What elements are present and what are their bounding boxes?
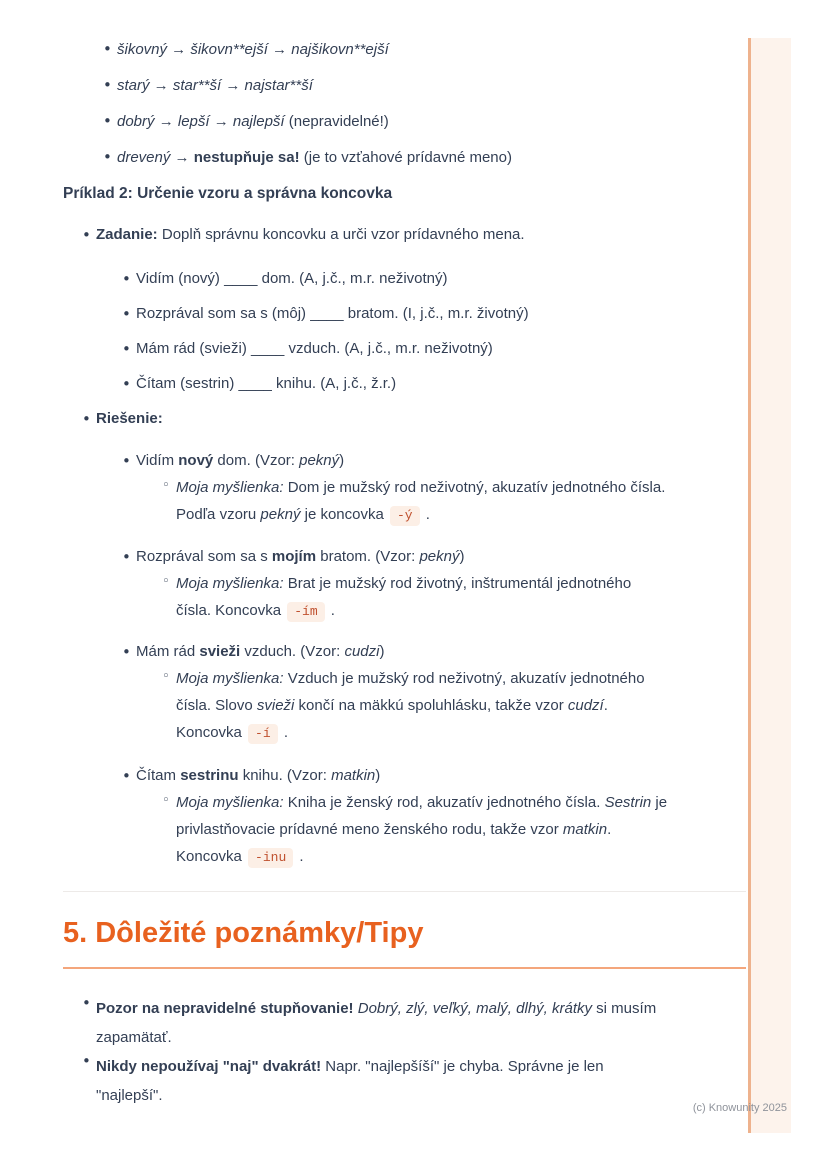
section5-title-underline [63, 967, 746, 969]
tip-text: si musím [592, 1000, 657, 1017]
solution-sentence [63, 642, 746, 662]
sentence-mid: bratom. (Vzor: [316, 548, 420, 565]
note-text: Dom je mužský rod neživotný, akuzatív jednotného čísla. [283, 479, 666, 496]
answer-word: nový [178, 452, 214, 469]
assignment-item [63, 225, 746, 245]
note-line [176, 816, 746, 843]
note-line [176, 570, 746, 597]
tip-item [63, 994, 746, 1052]
section-divider [63, 891, 746, 892]
note-text: Podľa vzoru [176, 506, 261, 523]
tip-text: zapamätať. [96, 1029, 172, 1046]
note-text: . [326, 602, 335, 619]
ending-code-badge: -inu [248, 848, 293, 868]
note-text: Koncovka [176, 848, 247, 865]
sentence-post: ) [375, 767, 381, 784]
note-text: Vzduch je mužský rod neživotný, akuzatív jednotného [283, 670, 645, 687]
list-item [63, 148, 746, 167]
tips-list [63, 994, 746, 1110]
answer-word: sestrinu [180, 767, 239, 784]
note-line [176, 597, 746, 625]
sentence-mid: knihu. (Vzor: [238, 767, 332, 784]
note-label: Moja myšlienka: [176, 670, 284, 687]
solution-sentence [63, 547, 746, 567]
tip-word-list: Dobrý, zlý, veľký, malý, dlhý, krátky [353, 1000, 593, 1017]
note-label: Moja myšlienka: [176, 794, 284, 811]
example-note: (je to vzťahové prídavné meno) [299, 149, 512, 166]
tip-text: "najlepší". [96, 1087, 163, 1104]
sentence-pre: Vidím [136, 452, 179, 469]
pattern-word: pekný [260, 506, 301, 523]
example-word: drevený [117, 149, 171, 166]
tip-emphasis: Pozor na nepravidelné stupňovanie! [96, 1000, 354, 1017]
arrow-glyph: → [170, 149, 194, 166]
solution-note [63, 474, 746, 529]
word-italic: Sestrin [604, 794, 652, 811]
task-item [63, 269, 746, 289]
note-line [176, 501, 746, 529]
comparison-examples-list [63, 0, 746, 167]
pattern-word: matkin [331, 767, 376, 784]
note-label: Moja myšlienka: [176, 479, 284, 496]
example-text: starý → star**ší → najstar**ší [117, 77, 313, 94]
solution-item [63, 451, 746, 529]
copyright-footer: (c) Knowunity 2025 [692, 1102, 787, 1114]
note-text: . [295, 848, 304, 865]
page-edge-accent-line [748, 38, 751, 1133]
sentence-mid: vzduch. (Vzor: [240, 643, 345, 660]
note-text: je koncovka [300, 506, 388, 523]
task-item [63, 374, 746, 394]
solution-item [63, 642, 746, 747]
pattern-word: matkin [562, 821, 608, 838]
answer-word: mojím [271, 548, 317, 565]
solution-note [63, 789, 746, 871]
list-item [63, 112, 746, 131]
section5-title: 5. Dôležité poznámky/Tipy [63, 917, 424, 949]
task-item [63, 304, 746, 324]
task-list [63, 269, 746, 394]
solution-sentence [63, 451, 746, 471]
solution-item [63, 547, 746, 625]
assignment-label: Zadanie: [96, 226, 158, 243]
task-item [63, 339, 746, 359]
tip-text: Napr. "najlepšíší" je chyba. Správne je len [321, 1058, 604, 1075]
note-line [176, 789, 746, 816]
sentence-post: ) [459, 548, 465, 565]
note-text: Brat je mužský rod životný, inštrumentál jednotného [283, 575, 632, 592]
page-edge-accent-band [751, 38, 791, 1133]
sentence-mid: dom. (Vzor: [213, 452, 300, 469]
word-italic: svieži [256, 697, 295, 714]
tip-line [96, 1052, 746, 1081]
task-text: Rozprával som sa s (môj) ____ bratom. (I, j.č., m.r. životný) [136, 305, 529, 322]
task-text: Mám rád (svieži) ____ vzduch. (A, j.č., m.r. neživotný) [136, 340, 493, 357]
example-text: šikovný → šikovn**ejší → najšikovn**ejší [117, 41, 389, 58]
note-text: končí na mäkkú spoluhlásku, takže vzor [294, 697, 568, 714]
solution-list [63, 409, 746, 429]
note-line [176, 474, 746, 501]
answer-word: svieži [199, 643, 241, 660]
tip-item [63, 1052, 746, 1110]
note-text: . [279, 724, 288, 741]
note-text: Koncovka [176, 724, 247, 741]
note-text: . [421, 506, 430, 523]
note-line [176, 719, 746, 747]
note-text: čísla. Slovo [176, 697, 257, 714]
note-text: . [607, 821, 612, 838]
solution-sentence [63, 766, 746, 786]
note-text: Kniha je ženský rod, akuzatív jednotného čísla. [283, 794, 605, 811]
document-content [63, 0, 746, 1110]
note-text: je [651, 794, 668, 811]
assignment-list [63, 225, 746, 245]
pattern-word: pekný [419, 548, 460, 565]
example-emphasis: nestupňuje sa! [193, 149, 300, 166]
note-line [176, 843, 746, 871]
assignment-instruction: Doplň správnu koncovku a urči vzor prídavného mena. [157, 226, 525, 243]
solution-note [63, 570, 746, 625]
note-line [176, 665, 746, 692]
ending-code-badge: -ím [287, 602, 324, 622]
tip-emphasis: Nikdy nepoužívaj "naj" dvakrát! [96, 1058, 322, 1075]
sentence-pre: Mám rád [136, 643, 200, 660]
note-text: čísla. Koncovka [176, 602, 286, 619]
pattern-word: cudzi [344, 643, 380, 660]
example-note: (nepravidelné!) [284, 113, 389, 130]
sentence-post: ) [339, 452, 345, 469]
pattern-word: cudzí [567, 697, 604, 714]
example2-heading: Príklad 2: Určenie vzoru a správna koncovka [63, 185, 393, 202]
pattern-word: pekný [299, 452, 340, 469]
example-text: dobrý → lepší → najlepší [117, 113, 285, 130]
task-text: Vidím (nový) ____ dom. (A, j.č., m.r. neživotný) [136, 270, 448, 287]
solution-note [63, 665, 746, 747]
tip-line [96, 1023, 746, 1052]
solution-item [63, 766, 746, 871]
list-item [63, 76, 746, 95]
note-text: . [603, 697, 608, 714]
note-text: privlastňovacie prídavné meno ženského rodu, takže vzor [176, 821, 563, 838]
sentence-pre: Rozprával som sa s [136, 548, 272, 565]
ending-code-badge: -í [248, 724, 278, 744]
task-text: Čítam (sestrin) ____ knihu. (A, j.č., ž.r.) [136, 375, 397, 392]
solution-label: Riešenie: [96, 410, 163, 427]
ending-code-badge: -ý [390, 506, 420, 526]
tip-line [96, 1081, 746, 1110]
tip-line [96, 994, 746, 1023]
solution-heading-item [63, 409, 746, 429]
note-line [176, 692, 746, 719]
sentence-pre: Čítam [136, 767, 181, 784]
note-label: Moja myšlienka: [176, 575, 284, 592]
sentence-post: ) [379, 643, 385, 660]
list-item [63, 40, 746, 59]
